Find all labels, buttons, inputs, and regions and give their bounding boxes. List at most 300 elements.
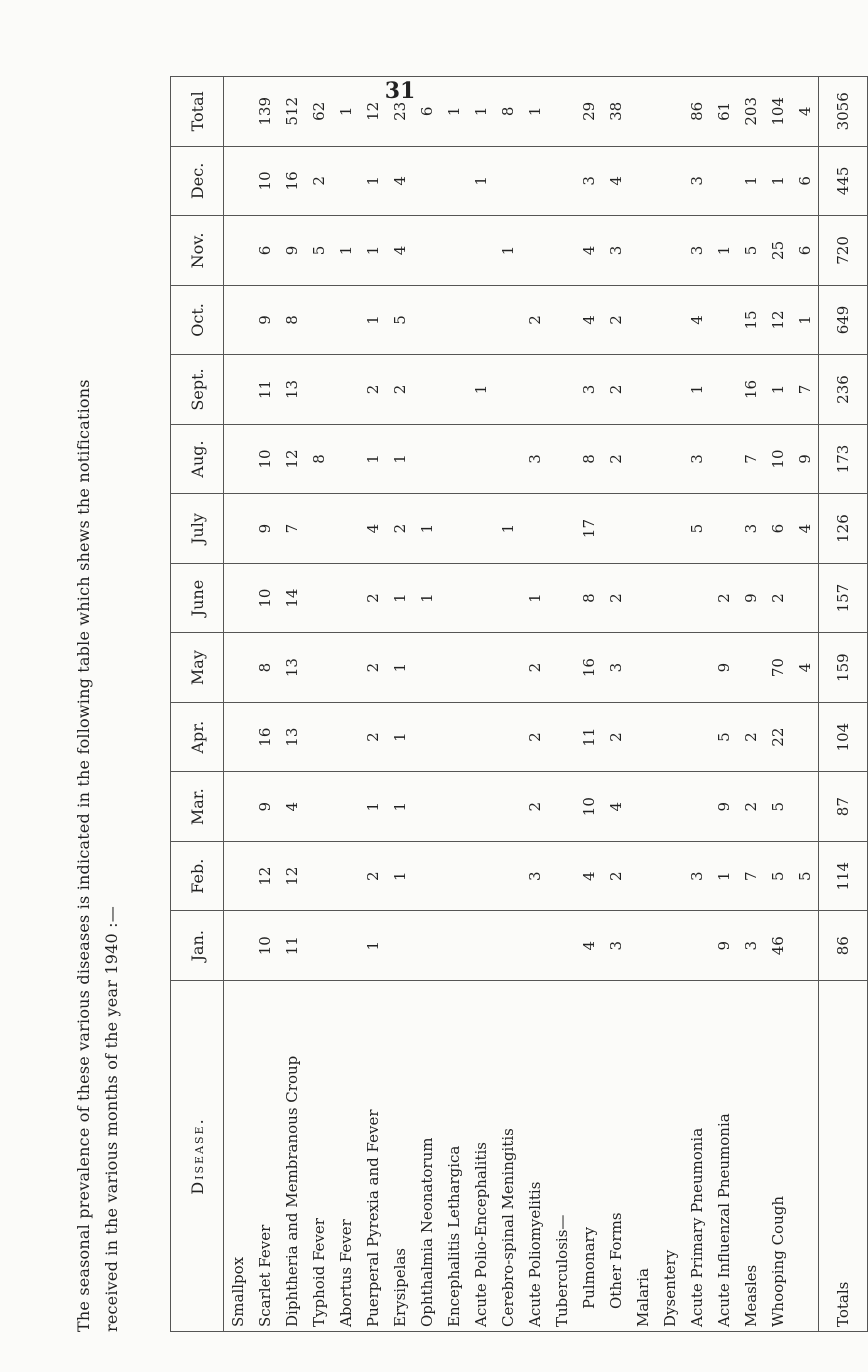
- table-row: [602, 77, 629, 1332]
- month-count-cell: 5: [710, 702, 737, 772]
- month-count-cell: [494, 772, 521, 842]
- month-count-cell: [494, 702, 521, 772]
- disease-name: Scarlet Fever: [251, 981, 278, 1332]
- month-count-cell: 1: [359, 146, 386, 216]
- month-count-cell: 1: [359, 424, 386, 494]
- month-count-cell: 2: [602, 841, 629, 911]
- table-row: [764, 77, 791, 1332]
- row-total-cell: [224, 77, 252, 147]
- row-total-cell: 203: [737, 77, 764, 147]
- row-total-cell: 38: [602, 77, 629, 147]
- row-total-cell: 512: [278, 77, 305, 147]
- month-count-cell: [683, 633, 710, 703]
- disease-header: Disease.: [171, 981, 224, 1332]
- month-count-cell: 12: [764, 285, 791, 355]
- table-row: [359, 77, 386, 1332]
- month-count-cell: 3: [575, 355, 602, 425]
- month-count-cell: [548, 424, 575, 494]
- month-count-cell: 6: [764, 494, 791, 564]
- month-count-cell: [440, 702, 467, 772]
- disease-name: Dysentery: [656, 981, 683, 1332]
- month-count-cell: [629, 216, 656, 286]
- month-count-cell: [656, 911, 683, 981]
- month-count-cell: 1: [359, 285, 386, 355]
- month-count-cell: [656, 216, 683, 286]
- total-cell: 114: [819, 841, 868, 911]
- row-total-cell: 23: [386, 77, 413, 147]
- month-count-cell: [224, 216, 252, 286]
- disease-name: Diphtheria and Membranous Croup: [278, 981, 305, 1332]
- month-count-cell: [548, 841, 575, 911]
- month-count-cell: [629, 494, 656, 564]
- month-count-cell: [521, 216, 548, 286]
- month-count-cell: [629, 633, 656, 703]
- table-row: [494, 77, 521, 1332]
- total-cell: 126: [819, 494, 868, 564]
- month-count-cell: [710, 494, 737, 564]
- disease-name: Abortus Fever: [332, 981, 359, 1332]
- month-count-cell: 2: [521, 702, 548, 772]
- month-count-cell: [440, 633, 467, 703]
- month-count-cell: 2: [737, 772, 764, 842]
- month-count-cell: 6: [251, 216, 278, 286]
- month-count-cell: [629, 911, 656, 981]
- month-count-cell: 2: [386, 494, 413, 564]
- month-count-cell: 8: [278, 285, 305, 355]
- month-count-cell: [440, 841, 467, 911]
- month-count-cell: [548, 146, 575, 216]
- table-row: [440, 77, 467, 1332]
- month-count-cell: 2: [521, 633, 548, 703]
- month-count-cell: 46: [764, 911, 791, 981]
- month-count-cell: [332, 146, 359, 216]
- month-count-cell: [305, 633, 332, 703]
- total-cell: 104: [819, 702, 868, 772]
- month-count-cell: 8: [575, 424, 602, 494]
- table-row: [251, 77, 278, 1332]
- month-count-cell: 1: [710, 841, 737, 911]
- month-count-cell: 10: [575, 772, 602, 842]
- month-count-cell: [467, 633, 494, 703]
- total-cell: 720: [819, 216, 868, 286]
- month-count-cell: [332, 355, 359, 425]
- month-header: May: [171, 633, 224, 703]
- month-count-cell: [548, 285, 575, 355]
- month-count-cell: 4: [278, 772, 305, 842]
- month-count-cell: [440, 285, 467, 355]
- disease-name: Measles: [737, 981, 764, 1332]
- month-count-cell: 1: [494, 494, 521, 564]
- month-count-cell: [440, 911, 467, 981]
- month-count-cell: 4: [575, 216, 602, 286]
- month-count-cell: 4: [791, 633, 819, 703]
- month-count-cell: 1: [359, 772, 386, 842]
- month-count-cell: [683, 563, 710, 633]
- month-count-cell: [494, 355, 521, 425]
- month-count-cell: 5: [386, 285, 413, 355]
- row-total-cell: [629, 77, 656, 147]
- month-count-cell: [629, 355, 656, 425]
- month-count-cell: 16: [575, 633, 602, 703]
- month-count-cell: 1: [386, 702, 413, 772]
- month-count-cell: [413, 841, 440, 911]
- month-count-cell: 9: [278, 216, 305, 286]
- row-total-cell: 62: [305, 77, 332, 147]
- month-count-cell: [791, 702, 819, 772]
- month-count-cell: [656, 702, 683, 772]
- disease-name: Other Forms: [602, 981, 629, 1332]
- month-count-cell: 5: [737, 216, 764, 286]
- month-count-cell: [305, 772, 332, 842]
- month-count-cell: 16: [251, 702, 278, 772]
- month-count-cell: 3: [683, 424, 710, 494]
- month-header: Sept.: [171, 355, 224, 425]
- month-count-cell: 7: [737, 841, 764, 911]
- month-count-cell: 1: [521, 563, 548, 633]
- month-count-cell: [656, 146, 683, 216]
- month-count-cell: [224, 146, 252, 216]
- month-count-cell: 13: [278, 702, 305, 772]
- month-count-cell: [413, 911, 440, 981]
- month-count-cell: [332, 911, 359, 981]
- month-count-cell: [467, 841, 494, 911]
- month-count-cell: [656, 772, 683, 842]
- month-count-cell: [467, 563, 494, 633]
- month-count-cell: 3: [602, 911, 629, 981]
- month-count-cell: [494, 146, 521, 216]
- month-count-cell: 4: [791, 494, 819, 564]
- month-count-cell: [224, 633, 252, 703]
- row-total-cell: 8: [494, 77, 521, 147]
- row-total-cell: 1: [332, 77, 359, 147]
- month-count-cell: [224, 285, 252, 355]
- month-count-cell: 16: [737, 355, 764, 425]
- month-count-cell: 2: [602, 355, 629, 425]
- month-count-cell: [521, 494, 548, 564]
- month-count-cell: 3: [602, 216, 629, 286]
- month-count-cell: [467, 494, 494, 564]
- totals-row: [819, 77, 868, 1332]
- month-count-cell: [305, 355, 332, 425]
- month-count-cell: [440, 772, 467, 842]
- month-count-cell: [629, 841, 656, 911]
- month-count-cell: 1: [359, 216, 386, 286]
- row-total-cell: 104: [764, 77, 791, 147]
- month-count-cell: 9: [251, 285, 278, 355]
- month-count-cell: [548, 911, 575, 981]
- month-count-cell: 5: [305, 216, 332, 286]
- month-count-cell: 1: [683, 355, 710, 425]
- month-count-cell: 3: [521, 424, 548, 494]
- month-count-cell: [683, 772, 710, 842]
- table-row: [305, 77, 332, 1332]
- row-total-cell: 29: [575, 77, 602, 147]
- page-number: 31: [384, 78, 416, 104]
- month-count-cell: 8: [251, 633, 278, 703]
- month-count-cell: 1: [413, 563, 440, 633]
- month-count-cell: 3: [737, 494, 764, 564]
- month-count-cell: [332, 841, 359, 911]
- month-count-cell: [305, 285, 332, 355]
- month-count-cell: 1: [386, 633, 413, 703]
- month-count-cell: 12: [278, 841, 305, 911]
- month-count-cell: [386, 911, 413, 981]
- month-count-cell: [413, 146, 440, 216]
- month-count-cell: 2: [359, 563, 386, 633]
- month-count-cell: 4: [359, 494, 386, 564]
- month-count-cell: [629, 285, 656, 355]
- month-count-cell: 3: [575, 146, 602, 216]
- month-count-cell: 2: [359, 355, 386, 425]
- month-count-cell: 1: [737, 146, 764, 216]
- month-count-cell: [791, 772, 819, 842]
- month-count-cell: [332, 424, 359, 494]
- month-count-cell: 9: [251, 494, 278, 564]
- month-count-cell: [710, 424, 737, 494]
- month-count-cell: [548, 216, 575, 286]
- row-total-cell: 1: [440, 77, 467, 147]
- total-cell: 87: [819, 772, 868, 842]
- caption-line-2: received in the various months of the year 1940 :—: [102, 906, 121, 1332]
- month-count-cell: [521, 911, 548, 981]
- month-count-cell: [440, 216, 467, 286]
- total-cell: 157: [819, 563, 868, 633]
- month-count-cell: 5: [791, 841, 819, 911]
- month-count-cell: [467, 216, 494, 286]
- month-count-cell: 2: [386, 355, 413, 425]
- table-row: [683, 77, 710, 1332]
- row-total-cell: 86: [683, 77, 710, 147]
- total-cell: 159: [819, 633, 868, 703]
- month-count-cell: 12: [278, 424, 305, 494]
- table-row: [656, 77, 683, 1332]
- month-count-cell: [440, 355, 467, 425]
- month-count-cell: 9: [791, 424, 819, 494]
- table-row: [467, 77, 494, 1332]
- notifications-table: [170, 76, 868, 1332]
- month-count-cell: [224, 702, 252, 772]
- total-cell: 236: [819, 355, 868, 425]
- table-row: [521, 77, 548, 1332]
- month-count-cell: 2: [710, 563, 737, 633]
- disease-name: Cerebro-spinal Meningitis: [494, 981, 521, 1332]
- month-count-cell: [656, 285, 683, 355]
- month-count-cell: [629, 424, 656, 494]
- month-count-cell: 9: [251, 772, 278, 842]
- month-count-cell: [602, 494, 629, 564]
- month-count-cell: 9: [710, 772, 737, 842]
- total-cell: 445: [819, 146, 868, 216]
- month-count-cell: 1: [467, 355, 494, 425]
- table-row: [710, 77, 737, 1332]
- month-count-cell: 10: [251, 424, 278, 494]
- month-count-cell: [629, 563, 656, 633]
- month-count-cell: [467, 285, 494, 355]
- month-count-cell: 4: [386, 216, 413, 286]
- row-total-cell: 4: [791, 77, 819, 147]
- month-header: Nov.: [171, 216, 224, 286]
- month-count-cell: 6: [791, 146, 819, 216]
- month-count-cell: [494, 911, 521, 981]
- month-count-cell: [656, 355, 683, 425]
- month-header: Jan.: [171, 911, 224, 981]
- caption-line-1: The seasonal prevalence of these various diseases is indicated in the following table which shews the notifications: [74, 379, 93, 1332]
- month-header: Mar.: [171, 772, 224, 842]
- month-count-cell: 5: [764, 772, 791, 842]
- month-count-cell: [224, 772, 252, 842]
- month-count-cell: 13: [278, 633, 305, 703]
- month-count-cell: [494, 841, 521, 911]
- month-header: Aug.: [171, 424, 224, 494]
- month-count-cell: 4: [602, 146, 629, 216]
- table-row: [386, 77, 413, 1332]
- month-count-cell: 15: [737, 285, 764, 355]
- month-header: July: [171, 494, 224, 564]
- row-total-cell: [548, 77, 575, 147]
- month-count-cell: 6: [791, 216, 819, 286]
- month-count-cell: 2: [305, 146, 332, 216]
- month-count-cell: [521, 146, 548, 216]
- month-count-cell: 2: [602, 424, 629, 494]
- month-header: Oct.: [171, 285, 224, 355]
- month-count-cell: [332, 702, 359, 772]
- month-count-cell: [413, 216, 440, 286]
- row-total-cell: 12: [359, 77, 386, 147]
- month-count-cell: 4: [602, 772, 629, 842]
- row-total-cell: [656, 77, 683, 147]
- month-count-cell: 3: [737, 911, 764, 981]
- month-count-cell: [467, 702, 494, 772]
- month-count-cell: [413, 702, 440, 772]
- month-count-cell: [413, 633, 440, 703]
- disease-name: Ophthalmia Neonatorum: [413, 981, 440, 1332]
- month-count-cell: [656, 424, 683, 494]
- month-count-cell: [548, 494, 575, 564]
- rotated-table-page: [70, 76, 852, 1332]
- month-header: Apr.: [171, 702, 224, 772]
- month-count-cell: [413, 772, 440, 842]
- month-count-cell: [413, 285, 440, 355]
- month-count-cell: 16: [278, 146, 305, 216]
- month-count-cell: 10: [764, 424, 791, 494]
- month-count-cell: [710, 285, 737, 355]
- month-count-cell: 3: [602, 633, 629, 703]
- month-count-cell: 7: [737, 424, 764, 494]
- month-count-cell: 7: [278, 494, 305, 564]
- month-count-cell: [467, 772, 494, 842]
- month-count-cell: [332, 633, 359, 703]
- month-count-cell: [440, 146, 467, 216]
- month-count-cell: 4: [575, 911, 602, 981]
- month-count-cell: [332, 772, 359, 842]
- month-count-cell: [629, 146, 656, 216]
- month-count-cell: 12: [251, 841, 278, 911]
- month-count-cell: [440, 563, 467, 633]
- month-count-cell: 10: [251, 563, 278, 633]
- disease-name: Erysipelas: [386, 981, 413, 1332]
- month-count-cell: 5: [683, 494, 710, 564]
- month-count-cell: [548, 563, 575, 633]
- month-count-cell: 3: [683, 146, 710, 216]
- month-count-cell: 9: [710, 911, 737, 981]
- month-count-cell: 1: [386, 563, 413, 633]
- month-count-cell: 4: [386, 146, 413, 216]
- total-cell: 86: [819, 911, 868, 981]
- disease-name: Acute Poliomyelitis: [521, 981, 548, 1332]
- month-count-cell: 4: [683, 285, 710, 355]
- month-count-cell: [440, 494, 467, 564]
- table-row: [278, 77, 305, 1332]
- month-header: June: [171, 563, 224, 633]
- month-count-cell: 2: [602, 563, 629, 633]
- month-count-cell: [548, 772, 575, 842]
- month-count-cell: 70: [764, 633, 791, 703]
- month-count-cell: 1: [386, 772, 413, 842]
- total-cell: 649: [819, 285, 868, 355]
- month-count-cell: [494, 424, 521, 494]
- month-count-cell: 22: [764, 702, 791, 772]
- disease-name: Smallpox: [224, 981, 252, 1332]
- month-count-cell: [656, 633, 683, 703]
- table-row: [224, 77, 252, 1332]
- table-row: [413, 77, 440, 1332]
- header-row: [171, 77, 224, 1332]
- month-count-cell: [683, 911, 710, 981]
- month-count-cell: 11: [278, 911, 305, 981]
- month-count-cell: [548, 355, 575, 425]
- month-count-cell: [710, 355, 737, 425]
- month-count-cell: [494, 563, 521, 633]
- month-count-cell: 1: [791, 285, 819, 355]
- table-caption: [70, 76, 126, 1332]
- month-count-cell: 14: [278, 563, 305, 633]
- disease-name: Puerperal Pyrexia and Fever: [359, 981, 386, 1332]
- month-count-cell: 2: [602, 702, 629, 772]
- row-total-cell: 61: [710, 77, 737, 147]
- month-count-cell: 4: [575, 285, 602, 355]
- month-count-cell: 9: [710, 633, 737, 703]
- table-body: [224, 77, 819, 1332]
- month-header: Dec.: [171, 146, 224, 216]
- month-count-cell: [332, 563, 359, 633]
- month-count-cell: [224, 563, 252, 633]
- total-cell: 173: [819, 424, 868, 494]
- month-count-cell: [224, 355, 252, 425]
- month-count-cell: [656, 841, 683, 911]
- month-count-cell: 2: [359, 633, 386, 703]
- month-count-cell: 7: [791, 355, 819, 425]
- month-count-cell: 3: [683, 841, 710, 911]
- disease-name: Encephalitis Lethargica: [440, 981, 467, 1332]
- month-count-cell: 1: [764, 355, 791, 425]
- month-count-cell: [305, 563, 332, 633]
- disease-name: [791, 981, 819, 1332]
- table-row: [332, 77, 359, 1332]
- month-count-cell: 8: [575, 563, 602, 633]
- month-count-cell: 10: [251, 146, 278, 216]
- month-count-cell: [413, 355, 440, 425]
- month-count-cell: [305, 841, 332, 911]
- disease-name: Tuberculosis—: [548, 981, 575, 1332]
- disease-name: Pulmonary: [575, 981, 602, 1332]
- month-count-cell: 17: [575, 494, 602, 564]
- month-count-cell: 3: [683, 216, 710, 286]
- disease-name: Typhoid Fever: [305, 981, 332, 1332]
- month-count-cell: 1: [494, 216, 521, 286]
- disease-name: Whooping Cough: [764, 981, 791, 1332]
- month-count-cell: [224, 841, 252, 911]
- month-count-cell: 1: [764, 146, 791, 216]
